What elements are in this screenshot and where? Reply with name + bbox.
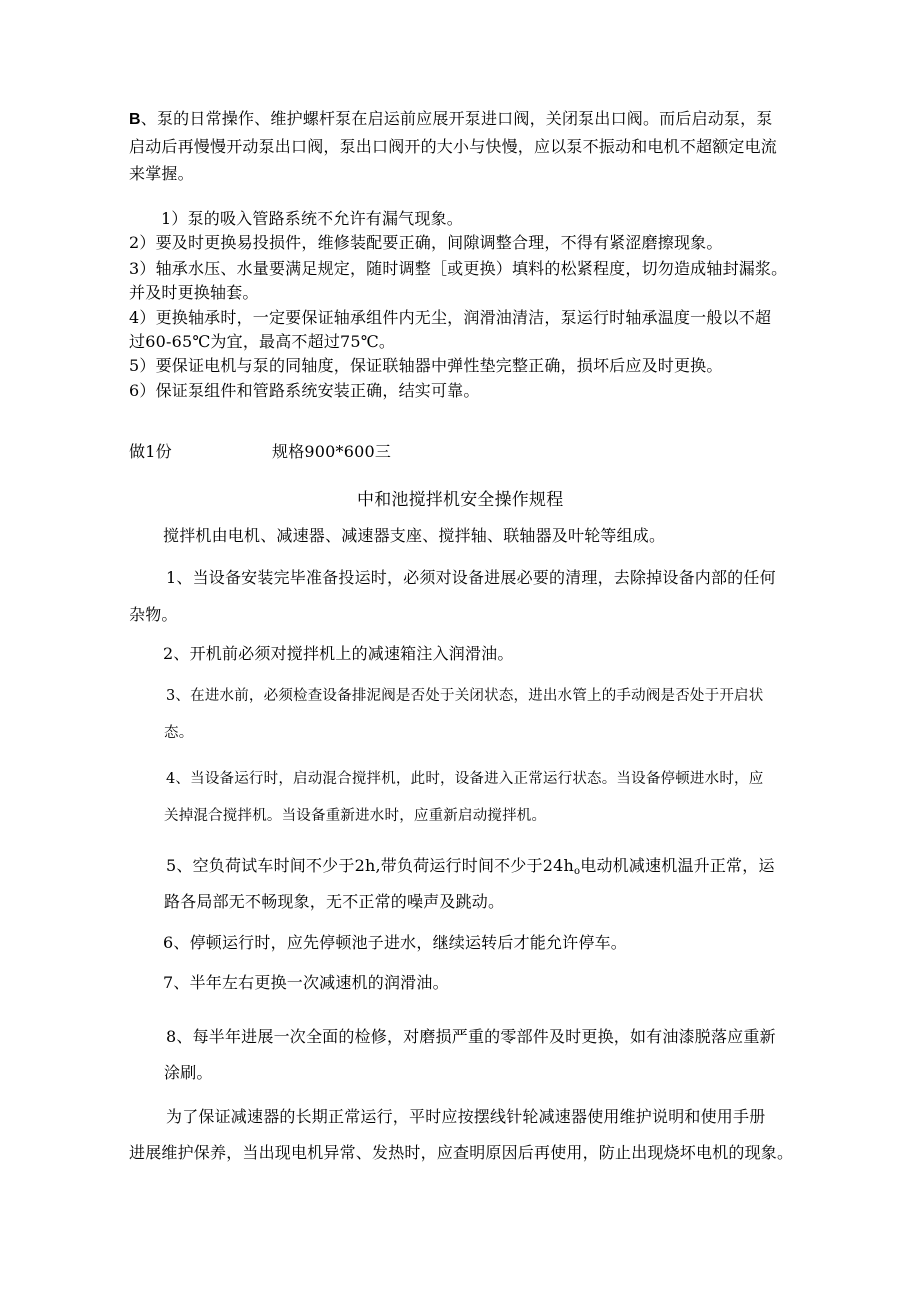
page-title: 中和池搅拌机安全操作规程 <box>357 490 564 510</box>
section-b-label: B <box>129 111 141 128</box>
section-b-line-3: 来掌握。 <box>129 164 194 183</box>
section-b-line-1-text: 、泵的日常操作、维护螺杆泵在启运前应展开泵进口阀，关闭泵出口阀。而后启动泵，泵 <box>140 109 773 128</box>
step-5-line-1-b: 电动机减速机温升正常，运 <box>580 856 775 875</box>
order-spec: 规格900*600三 <box>272 442 392 461</box>
pump-rule-6: 6）保证泵组件和管路系统安装正确，结实可靠。 <box>129 381 480 400</box>
pump-rule-4: 4）更换轴承时，一定要保证轴承组件内无尘，润滑油清洁，泵运行时轴承温度一般以不超 <box>129 308 772 327</box>
step-5-subscript: o <box>574 866 581 877</box>
section-b-line-2: 启动后再慢慢开动泵出口阀，泵出口阀开的大小与快慢，应以泵不振动和电机不超额定电流 <box>129 137 778 156</box>
pump-rule-4-cont: 过60-65℃为宜，最高不超过75℃。 <box>129 332 396 351</box>
step-1-line-1: 1、当设备安装完毕准备投运时，必须对设备进展必要的清理，去除掉设备内部的任何 <box>166 568 776 587</box>
intro-paragraph: 搅拌机由电机、减速器、减速器支座、搅拌轴、联轴器及叶轮等组成。 <box>163 526 666 545</box>
step-5-line-2: 路各局部无不畅现象，无不正常的噪声及跳动。 <box>164 892 505 911</box>
step-8-line-2: 涂刷。 <box>164 1063 213 1082</box>
closing-line-2: 进展维护保养，当出现电机异常、发热时，应查明原因后再使用，防止出现烧坏电机的现象。 <box>129 1143 794 1162</box>
step-5-line-1 <box>166 853 775 877</box>
pump-rule-5: 5）要保证电机与泵的同轴度，保证联轴器中弹性垫完整正确，损坏后应及时更换。 <box>129 356 723 375</box>
step-1-line-2: 杂物。 <box>129 605 178 624</box>
step-4-line-1: 4、当设备运行时，启动混合搅拌机，此时，设备进入正常运行状态。当设备停顿进水时，应 <box>166 771 764 787</box>
order-qty: 做1份 <box>129 442 172 461</box>
step-7: 7、半年左右更换一次减速机的润滑油。 <box>163 973 449 992</box>
step-3-line-1: 3、在进水前，必须检查设备排泥阀是否处于关闭状态，进出水管上的手动阀是否处于开启状 <box>166 688 764 704</box>
pump-rule-3: 3）轴承水压、水量要满足规定，随时调整［或更换）填料的松紧程度，切勿造成轴封漏浆。 <box>129 259 788 278</box>
step-4-line-2: 关掉混合搅拌机。当设备重新进水时，应重新启动搅拌机。 <box>164 808 547 824</box>
pump-rule-1: 1）泵的吸入管路系统不允许有漏气现象。 <box>161 209 463 228</box>
step-3-line-2: 态。 <box>164 725 194 741</box>
closing-line-1: 为了保证减速器的长期正常运行，平时应按摆线针轮减速器使用维护说明和使用手册 <box>166 1107 766 1126</box>
pump-rule-2: 2）要及时更换易投损件，维修装配要正确，间隙调整合理，不得有紧涩磨擦现象。 <box>129 233 723 252</box>
step-2: 2、开机前必须对搅拌机上的减速箱注入润滑油。 <box>163 644 514 663</box>
step-8-line-1: 8、每半年进展一次全面的检修，对磨损严重的零部件及时更换，如有油漆脱落应重新 <box>166 1027 776 1046</box>
step-6: 6、停顿运行时，应先停顿池子进水，继续运转后才能允许停车。 <box>163 933 627 952</box>
step-5-line-1-a: 5、空负荷试车时间不少于2h,带负荷运行时间不少于24h <box>166 856 575 875</box>
section-b-line-1 <box>129 106 773 129</box>
pump-rule-3-cont: 并及时更换轴套。 <box>129 283 259 302</box>
